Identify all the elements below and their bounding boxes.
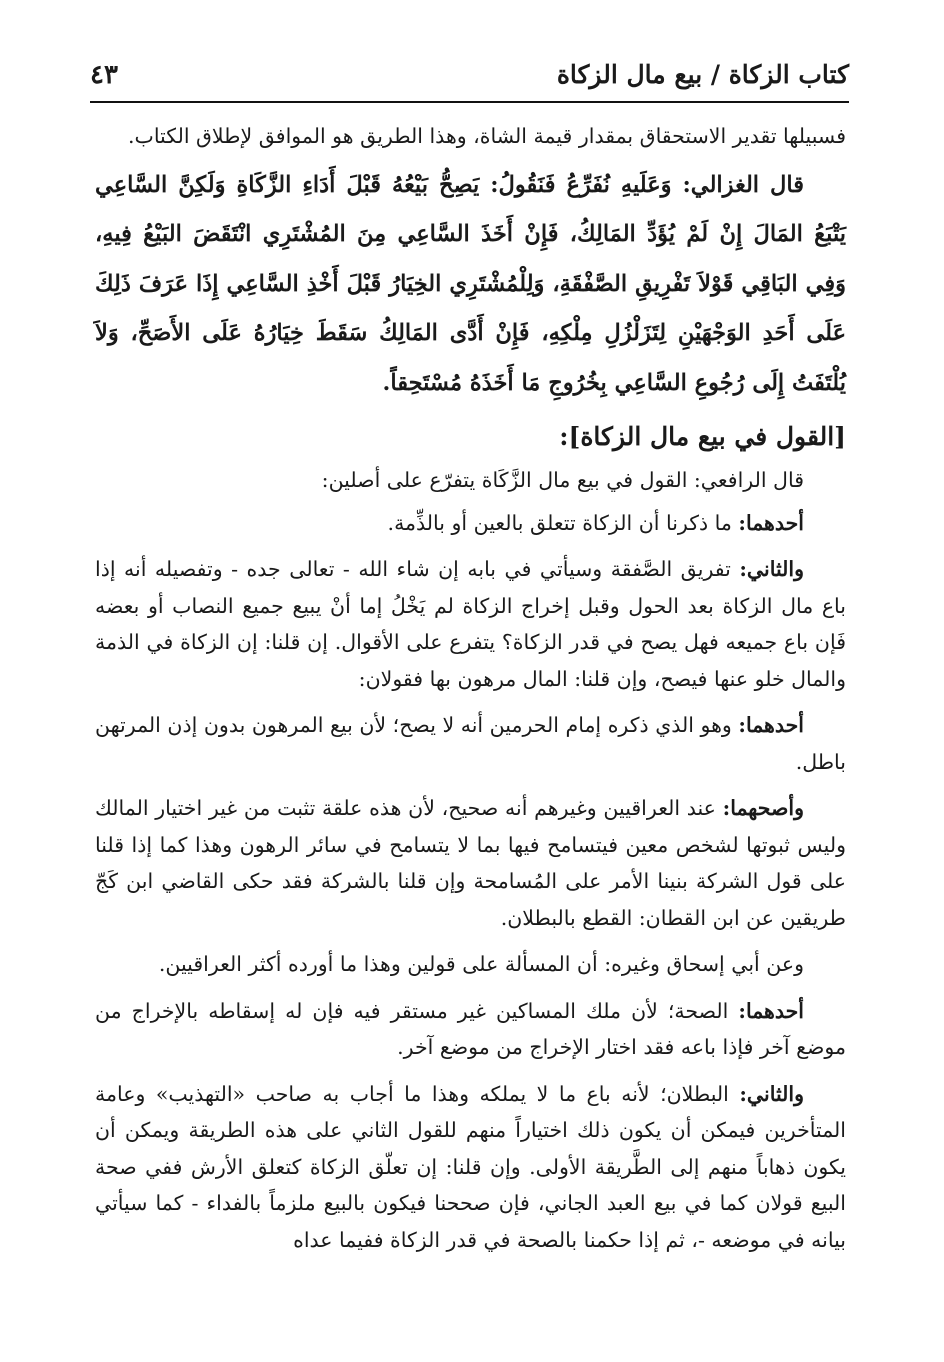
paragraph-3 [95,505,846,542]
paragraph-2: قال الرافعي: القول في بيع مال الزَّكَاة يتفرّع على أصلين: [321,468,804,492]
header-rule [90,101,849,103]
paragraph-7: وعن أبي إسحاق وغيره: أن المسألة على قولين وهذا ما أورده أكثر العراقيين. [158,952,804,976]
paragraph-5-text: وهو الذي ذكره إمام الحرمين أنه لا يصح؛ لأن بيع المرهون بدون إذن المرتهن باطل. [95,713,846,774]
page-number: ٤٣ [90,60,118,90]
quoted-matn: قال الغزالي: وَعَلَيهِ نُفَرِّعُ فَنَقُولُ: يَصِحُّ بَيْعُهُ قَبْلَ أَدَاءِ الزَّكَاةِ وَلَكِنَّ السَّاعِي يَتْبَعُ المَالَ إِنْ لَمْ يُؤَدِّ المَالِكُ، فَإِنْ أَخَذَ السَّاعِي مِنَ المُشْتَرِي انْتَقَضَ البَيْعُ فِيهِ، وَفِي البَاقِي قَوْلاَ تَفْرِيقِ الصَّفْقَةِ، وَلِلْمُشْتَرِي الخِيَارُ قَبْلَ أَخْذِ السَّاعِي إِذَا عَرَفَ ذَلِكَ عَلَى أَحَدِ الوَجْهَيْنِ لِتَزَلْزُلِ مِلْكِهِ، فَإِنْ أَدَّى المَالِكُ سَقَطَ خِيَارُهُ عَلَى الأَصَحِّ، وَلاَ يُلْتَفَتُ إِلَى رُجُوعِ السَّاعِي بِخُرُوجِ مَا أَخَذَهُ مُسْتَحِقاً. [95,171,846,396]
paragraph-9-text: البطلان؛ لأنه باع ما لا يملكه وهذا ما أجاب به صاحب «التهذيب» وعامة المتأخرين فيمكن أن يكون ذلك اختياراً منهم للقول الثاني على هذه الطريقة ويمكن أن يكون ذهاباً منهم إلى الطَّريقة الأولى. وإن قلنا: إن تعلّق الزكاة كتعلق الأرش ففي صحة البيع قولان كما في بيع العبد الجاني، فإن صححنا فيكون بالبيع ملزماً بالفداء - كما سيأتي بيانه في موضعه -، ثم إذا حكمنا بالصحة في قدر الزكاة ففيما عداه [95,1081,846,1252]
paragraph-4 [95,551,846,697]
paragraph-6-text: عند العراقيين وغيرهم أنه صحيح، لأن هذه علقة تثبت من غير اختيار المالك وليس ثبوتها لشخص معين فيتسامح فيها بما لا يتسامح في سائر الرهون وهذا كما إذا قلنا على قول الشركة بنينا الأمر على المُسامحة وإن قلنا بالشركة فقد حكى القاضي ابن كَجّ طريقين عن ابن القطان: القطع بالبطلان. [95,796,846,930]
paragraph-3-lead: أحدهما: [738,510,804,535]
paragraph-9 [95,1076,846,1259]
paragraph-8-text: الصحة؛ لأن ملك المساكين غير مستقر فيه فإن له إسقاطه بالإخراج من موضع آخر فإذا باعه فقد اختار الإخراج من موضع آخر. [95,998,846,1059]
paragraph-5 [95,707,846,780]
section-heading: [القول في بيع مال الزكاة]: [559,422,846,451]
paragraph-3-text: ما ذكرنا أن الزكاة تتعلق بالعين أو بالذِّمة. [387,510,739,535]
paragraph-6-lead: وأصحهما: [722,796,804,820]
paragraph-8-lead: أحدهما: [738,998,804,1023]
running-header [90,58,849,102]
paragraph-4-text: تفريق الصَّفقة وسيأتي في بابه إن شاء الله - تعالى جده - وتفصيله أنه إذا باع مال الزكاة بعد الحول وقبل إخراج الزكاة لم يَخْلُ إما أنْ يبيع جميع النصاب أو بعضه فَإن باع جميعه فهل يصح في قدر الزكاة؟ يتفرع على الأقوال. إن قلنا: إن الزكاة في الذمة والمال خلو عنها فيصح، وإن قلنا: المال مرهون بها فقولان: [95,557,846,691]
paragraph-9-lead: والثاني: [739,1081,804,1106]
paragraph-5-lead: أحدهما: [738,713,804,737]
paragraph-1: فسبيلها تقدير الاستحقاق بمقدار قيمة الشاة، وهذا الطريق هو الموافق لإطلاق الكتاب. [128,124,846,148]
paragraph-4-lead: والثاني: [739,557,804,581]
body-text [95,118,846,1258]
paragraph-6 [95,790,846,936]
header-title: كتاب الزكاة / بيع مال الزكاة [556,60,849,89]
paragraph-8 [95,993,846,1066]
